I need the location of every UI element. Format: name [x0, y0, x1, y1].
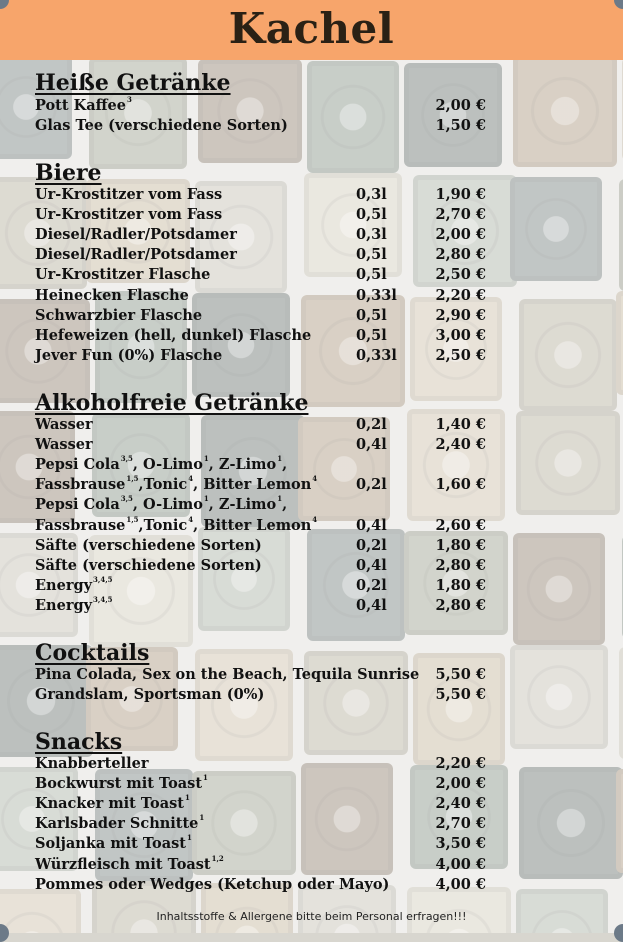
item-name: [35, 557, 262, 574]
item-name: [35, 853, 224, 873]
allergen-footnote: 1: [203, 773, 208, 783]
item-name-part: ,Tonic: [138, 476, 188, 494]
item-name-text: Hefeweizen (hell, dunkel) Flasche: [35, 326, 312, 344]
item-price: 2,80 €: [435, 556, 486, 574]
allergen-footnote: 1: [277, 454, 283, 464]
item-name-text: Säfte (verschiedene Sorten): [35, 536, 262, 554]
item-price: 2,50 €: [435, 346, 486, 364]
allergen-footnote: 3,5: [120, 454, 133, 464]
item-name-text: Wasser: [35, 416, 93, 433]
item-name-text: Karlsbader Schnitte: [35, 815, 199, 833]
item-size: 0,4l: [356, 436, 387, 454]
menu-item: [35, 307, 495, 327]
item-price: 2,70 €: [435, 815, 486, 833]
item-name: [35, 537, 262, 554]
item-price: 1,60 €: [435, 476, 486, 494]
allergen-footnote: 1: [186, 833, 192, 843]
item-name: [35, 476, 317, 493]
item-name-part: , Z-Limo: [208, 456, 277, 474]
section-title: Alkoholfreie Getränke: [35, 390, 309, 416]
item-price: 5,50 €: [435, 666, 486, 683]
menu-item: [35, 246, 495, 266]
item-price: 1,50 €: [435, 117, 486, 135]
allergen-footnote: 3,4,5: [93, 574, 113, 584]
item-size: 0,4l: [356, 556, 387, 574]
item-size: 0,2l: [356, 416, 387, 433]
item-name: [35, 97, 132, 114]
item-size: 0,5l: [356, 326, 387, 344]
allergen-footnote: 1: [277, 494, 283, 504]
item-price: 2,60 €: [435, 516, 486, 534]
item-price: 4,00 €: [435, 855, 486, 873]
item-price: 1,40 €: [435, 416, 486, 433]
menu-item: [35, 876, 495, 896]
item-price: 1,80 €: [435, 576, 486, 594]
allergen-note: Inhaltsstoffe & Allergene bitte beim Personal erfragen!!!: [156, 910, 467, 923]
item-size: 0,2l: [356, 476, 387, 494]
item-size: 0,4l: [356, 516, 387, 534]
item-size: 0,4l: [356, 596, 387, 614]
item-size: 0,33l: [356, 346, 397, 364]
item-price: 2,40 €: [435, 436, 486, 454]
item-price: 2,50 €: [435, 266, 486, 284]
allergen-footnote: 1,2: [211, 853, 224, 863]
item-price: 2,00 €: [435, 97, 486, 114]
allergen-footnote: 3,5: [120, 494, 133, 504]
item-price: 2,20 €: [435, 286, 486, 304]
item-name: [35, 574, 113, 594]
item-name-part: , Z-Limo: [208, 496, 277, 514]
menu-item: [35, 496, 495, 516]
item-name: [35, 307, 202, 324]
menu-item: [35, 537, 495, 557]
menu-item: [35, 327, 495, 347]
item-name-part: Pepsi Cola: [35, 456, 120, 474]
item-size: 0,3l: [356, 186, 387, 203]
item-name: [35, 594, 113, 614]
item-price: 2,20 €: [435, 755, 486, 772]
item-name-part: , O-Limo: [132, 456, 203, 474]
allergen-footnote: 4: [188, 514, 194, 524]
menu-item: [35, 557, 495, 577]
item-name: [35, 347, 222, 364]
allergen-footnote: 1: [184, 793, 190, 803]
item-name-text: Diesel/Radler/Potsdamer: [35, 226, 237, 244]
item-name-text: Grandslam, Sportsman (0%): [35, 686, 265, 704]
item-name-text: Knabberteller: [35, 755, 149, 772]
menu-item: [35, 815, 495, 835]
item-price: 2,00 €: [435, 775, 486, 793]
item-size: 0,5l: [356, 306, 387, 324]
item-name-text: Ur-Krostitzer vom Fass: [35, 206, 223, 224]
menu-item: [35, 835, 495, 855]
item-name-text: Pina Colada, Sex on the Beach, Tequila Sunrise: [35, 666, 420, 683]
item-name-text: Säfte (verschiedene Sorten): [35, 556, 262, 574]
item-name: [35, 416, 93, 433]
menu-item: [35, 666, 495, 686]
item-name: [35, 835, 192, 852]
allergen-footnote: 1: [203, 494, 209, 504]
item-name-text: Jever Fun (0%) Flasche: [35, 346, 223, 364]
menu-item: [35, 795, 495, 815]
menu-item: [35, 574, 495, 597]
allergen-footnote: 1,5: [126, 514, 139, 524]
menu-item: [35, 514, 495, 537]
item-name-text: Pott Kaffee: [35, 97, 126, 114]
item-price: 1,90 €: [435, 186, 486, 203]
allergen-footnote: 1: [203, 454, 209, 464]
item-name: [35, 206, 222, 223]
menu-item: [35, 117, 495, 137]
item-price: 4,00 €: [435, 875, 486, 893]
item-name-text: Bockwurst mit Toast: [35, 775, 203, 793]
section-title: Cocktails: [35, 640, 150, 666]
allergen-footnote: 3,4,5: [93, 594, 113, 604]
item-size: 0,5l: [356, 266, 387, 284]
item-name-text: Energy: [35, 596, 93, 614]
item-name-part: , Bitter Lemon: [193, 516, 312, 534]
header-bar: [0, 0, 623, 60]
page-title: Kachel: [228, 4, 395, 53]
item-name-text: Wasser: [35, 436, 93, 454]
item-name: [35, 246, 237, 263]
section-title: Biere: [35, 160, 102, 186]
allergen-footnote: 4: [312, 514, 318, 524]
item-name: [35, 686, 264, 703]
item-name-text: Glas Tee (verschiedene Sorten): [35, 117, 288, 135]
item-size: 0,33l: [356, 286, 397, 304]
item-name: [35, 755, 149, 772]
allergen-footnote: 1,5: [126, 474, 139, 484]
menu-item: [35, 436, 495, 456]
item-name-text: Knacker mit Toast: [35, 795, 184, 813]
menu-item: [35, 206, 495, 226]
menu-item: [35, 347, 495, 367]
item-price: 2,90 €: [435, 306, 486, 324]
item-size: 0,2l: [356, 536, 387, 554]
item-name-part: Fassbrause: [35, 516, 126, 534]
item-name: [35, 775, 208, 792]
item-name: [35, 186, 222, 203]
menu-item: [35, 594, 495, 617]
allergen-footnote: 4: [312, 474, 318, 484]
item-name-text: Heinecken Flasche: [35, 286, 189, 304]
allergen-footnote: 3: [126, 95, 132, 104]
item-price: 3,50 €: [435, 835, 486, 853]
menu-item: [35, 775, 495, 795]
item-size: 0,3l: [356, 226, 387, 244]
menu-item: [35, 266, 495, 286]
item-name-text: Soljanka mit Toast: [35, 835, 186, 853]
item-price: 2,00 €: [435, 226, 486, 244]
item-price: 3,00 €: [435, 326, 486, 344]
item-name: [35, 287, 189, 304]
item-name: [35, 117, 288, 134]
item-name: [35, 226, 237, 243]
corner-dot: [614, 924, 623, 942]
item-name: [35, 266, 210, 283]
allergen-footnote: 1: [199, 813, 205, 823]
allergen-footnote: 4: [188, 474, 194, 484]
item-price: 2,80 €: [435, 246, 486, 264]
menu-item: [35, 186, 495, 206]
item-name: [35, 456, 287, 473]
menu-item: [35, 853, 495, 876]
section-title: Snacks: [35, 729, 123, 755]
menu-item: [35, 456, 495, 476]
item-name: [35, 514, 318, 534]
item-name-text: Schwarzbier Flasche: [35, 306, 203, 324]
item-size: 0,2l: [356, 576, 387, 594]
item-name: [35, 876, 389, 893]
item-name-part: , Bitter Lemon: [193, 476, 312, 494]
item-price: 5,50 €: [435, 686, 486, 704]
item-name: [35, 496, 287, 513]
item-name-part: ,: [282, 456, 288, 474]
item-name: [35, 666, 419, 683]
item-name-text: Würzfleisch mit Toast: [35, 855, 211, 873]
item-name-part: Pepsi Cola: [35, 496, 120, 514]
item-name-part: , O-Limo: [132, 496, 203, 514]
menu-item: [35, 226, 495, 246]
item-name-text: Energy: [35, 576, 93, 594]
item-name-part: ,: [282, 496, 288, 514]
item-price: 1,80 €: [435, 536, 486, 554]
item-price: 2,70 €: [435, 206, 486, 224]
item-name: [35, 815, 204, 832]
item-size: 0,5l: [356, 246, 387, 264]
item-name-text: Diesel/Radler/Potsdamer: [35, 246, 237, 264]
item-name-part: ,Tonic: [138, 516, 188, 534]
menu-item: [35, 97, 495, 117]
menu-item: [35, 416, 495, 436]
item-name: [35, 795, 190, 812]
menu-item: [35, 686, 495, 706]
item-name-text: Ur-Krostitzer vom Fass: [35, 186, 223, 203]
item-price: 2,80 €: [435, 596, 486, 614]
section-title: Heiße Getränke: [35, 70, 231, 96]
item-name: [35, 436, 93, 453]
item-name-part: Fassbrause: [35, 476, 126, 494]
menu-item: [35, 755, 495, 775]
item-name-text: Ur-Krostitzer Flasche: [35, 266, 211, 284]
menu-item: [35, 287, 495, 307]
item-size: 0,5l: [356, 206, 387, 224]
item-price: 2,40 €: [435, 795, 486, 813]
menu-item: [35, 476, 495, 496]
item-name: [35, 327, 311, 344]
item-name-text: Pommes oder Wedges (Ketchup oder Mayo): [35, 875, 390, 893]
